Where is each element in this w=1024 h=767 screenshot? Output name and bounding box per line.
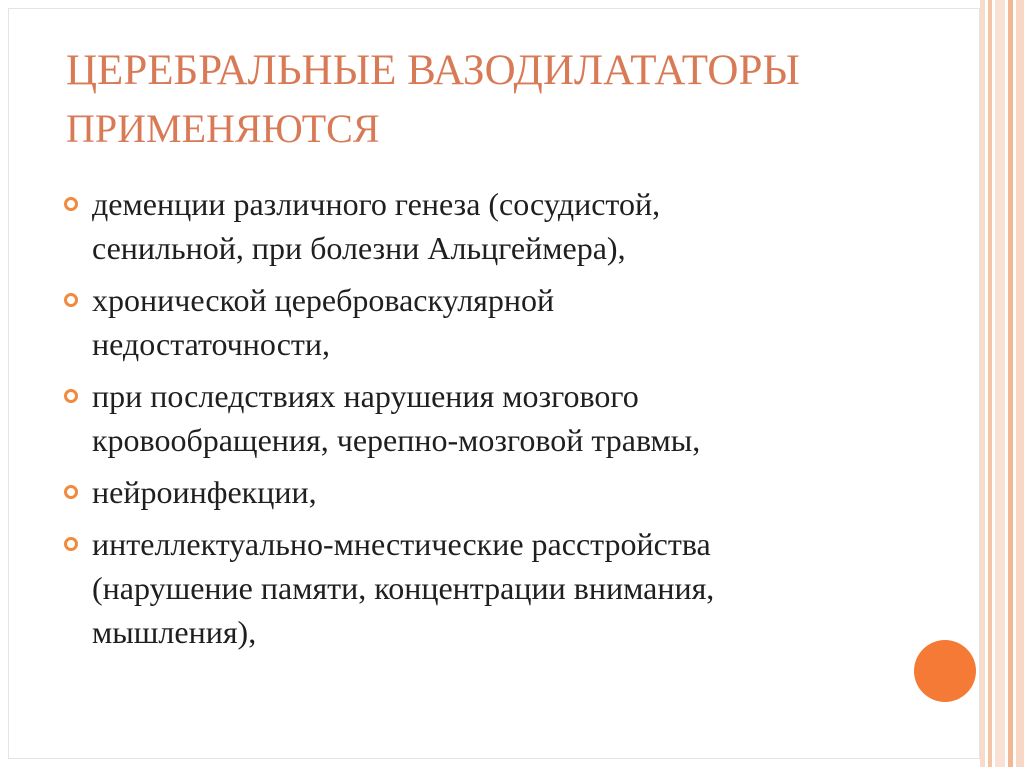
bullet-circle-icon xyxy=(64,389,78,403)
bullet-line-1: при последствиях нарушения мозгового xyxy=(92,378,639,414)
bullet-line-2: недостаточности, xyxy=(92,326,330,362)
bullet-line-1: нейроинфекции, xyxy=(92,474,317,510)
bullet-line-1: деменции различного генеза (сосудистой, xyxy=(92,186,661,222)
bullet-item xyxy=(62,522,902,654)
orange-dot-icon xyxy=(914,640,976,702)
bullet-circle-icon xyxy=(64,485,78,499)
bullet-line-3: мышления), xyxy=(92,614,257,650)
bullet-circle-icon xyxy=(64,197,78,211)
decorative-right-stripes xyxy=(980,0,1024,767)
bullet-line-1: хронической цереброваскулярной xyxy=(92,282,555,318)
stripe-5 xyxy=(1016,0,1024,767)
bullet-list xyxy=(62,182,902,662)
bullet-item xyxy=(62,374,902,462)
stripe-2 xyxy=(988,0,992,767)
stripe-1 xyxy=(980,0,985,767)
bullet-line-2: кровообращения, черепно-мозговой травмы, xyxy=(92,422,701,458)
stripe-4 xyxy=(1008,0,1013,767)
bullet-line-2: (нарушение памяти, концентрации внимания, xyxy=(92,570,715,606)
slide-title-line-1: ЦЕРЕБРАЛЬНЫЕ ВАЗОДИЛАТАТОРЫ xyxy=(66,47,800,94)
bullet-item xyxy=(62,182,902,270)
bullet-item xyxy=(62,278,902,366)
bullet-circle-icon xyxy=(64,293,78,307)
bullet-line-2: сенильной, при болезни Альцгеймера), xyxy=(92,230,626,266)
bullet-line-1: интеллектуально-мнестические расстройства xyxy=(92,526,711,562)
slide-title-line-2: ПРИМЕНЯЮТСЯ xyxy=(66,106,380,151)
bullet-item xyxy=(62,470,902,514)
stripe-3 xyxy=(995,0,1005,767)
slide-title xyxy=(66,42,926,158)
bullet-circle-icon xyxy=(64,537,78,551)
